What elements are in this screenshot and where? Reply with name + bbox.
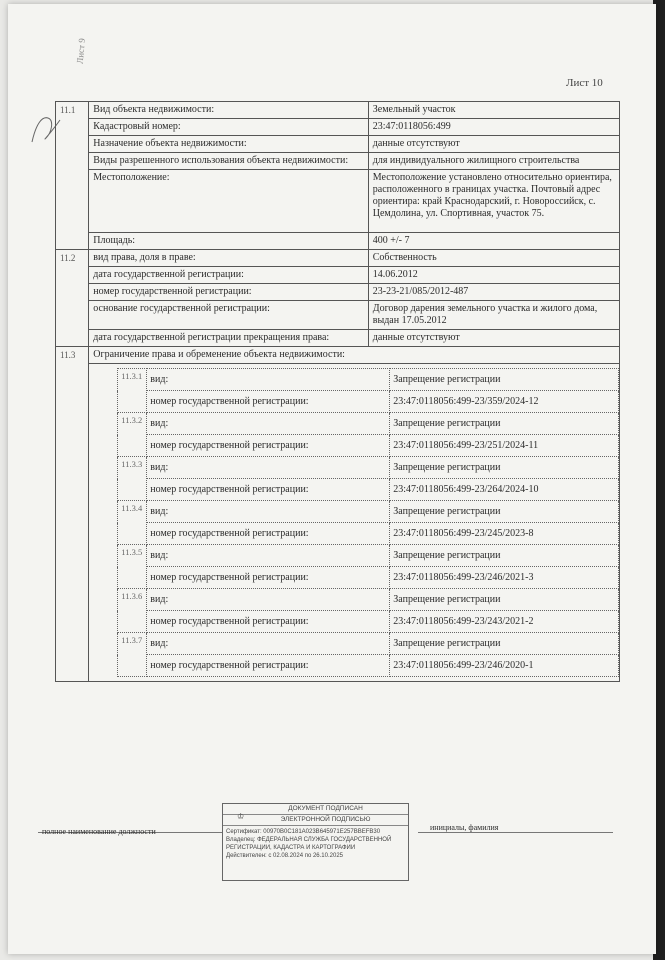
table-row [56, 301, 620, 330]
field-value: 23:47:0118056:499 [368, 119, 619, 136]
kind-value: Запрещение регистрации [390, 633, 619, 655]
table-row [56, 136, 620, 153]
table-row [56, 119, 620, 136]
reg-value: 23:47:0118056:499-23/245/2023-8 [390, 523, 619, 545]
item-number: 11.3.6 [118, 589, 147, 633]
stamp-line1: ДОКУМЕНТ ПОДПИСАН [223, 804, 408, 815]
field-value: 400 +/- 7 [368, 233, 619, 250]
reg-label: номер государственной регистрации: [147, 479, 390, 501]
kind-value: Запрещение регистрации [390, 589, 619, 611]
reg-label: номер государственной регистрации: [147, 655, 390, 677]
e-signature-stamp [222, 803, 409, 881]
record-table [55, 101, 620, 682]
kind-label: вид: [147, 369, 390, 391]
table-row [56, 250, 620, 267]
section-number: 11.1 [56, 102, 89, 250]
field-label: основание государственной регистрации: [89, 301, 368, 330]
item-number: 11.3.5 [118, 545, 147, 589]
stamp-cert: Сертификат: 00970B0C181A023B645971E257BBEFB30 [226, 829, 381, 835]
kind-label: вид: [147, 589, 390, 611]
field-label: номер государственной регистрации: [89, 284, 368, 301]
field-label: Вид объекта недвижимости: [89, 102, 368, 119]
item-number: 11.3.7 [118, 633, 147, 677]
reg-label: номер государственной регистрации: [147, 435, 390, 457]
prev-sheet-label: Лист 9 [74, 37, 87, 65]
list-item [118, 567, 619, 589]
field-label: Назначение объекта недвижимости: [89, 136, 368, 153]
field-value: данные отсутствуют [368, 136, 619, 153]
item-number: 11.3.2 [118, 413, 147, 457]
table-row [56, 330, 620, 347]
list-item [118, 369, 619, 391]
field-value: Земельный участок [368, 102, 619, 119]
reg-value: 23:47:0118056:499-23/359/2024-12 [390, 391, 619, 413]
kind-value: Запрещение регистрации [390, 413, 619, 435]
encumbrance-table [117, 368, 619, 677]
kind-label: вид: [147, 457, 390, 479]
list-item [118, 545, 619, 567]
stamp-owner: Владелец: ФЕДЕРАЛЬНАЯ СЛУЖБА ГОСУДАРСТВЕННОЙ РЕГИСТРАЦИИ, КАДАСТРА И КАРТОГРАФИИ [226, 837, 392, 851]
reg-value: 23:47:0118056:499-23/246/2021-3 [390, 567, 619, 589]
kind-label: вид: [147, 545, 390, 567]
encumbrance-list [89, 364, 620, 682]
table-row [56, 364, 620, 682]
item-number: 11.3.3 [118, 457, 147, 501]
stamp-line2: ЭЛЕКТРОННОЙ ПОДПИСЬЮ [223, 815, 408, 826]
table-row [56, 347, 620, 364]
reg-label: номер государственной регистрации: [147, 611, 390, 633]
kind-label: вид: [147, 633, 390, 655]
kind-value: Запрещение регистрации [390, 369, 619, 391]
kind-value: Запрещение регистрации [390, 501, 619, 523]
field-label: дата государственной регистрации: [89, 267, 368, 284]
list-item [118, 413, 619, 435]
field-value: 23-23-21/085/2012-487 [368, 284, 619, 301]
field-value: Договор дарения земельного участка и жилого дома, выдан 17.05.2012 [368, 301, 619, 330]
field-label: Местоположение: [89, 170, 368, 233]
reg-label: номер государственной регистрации: [147, 567, 390, 589]
kind-label: вид: [147, 413, 390, 435]
item-number: 11.3.1 [118, 369, 147, 413]
list-item [118, 589, 619, 611]
kind-value: Запрещение регистрации [390, 545, 619, 567]
field-value: данные отсутствуют [368, 330, 619, 347]
table-row [56, 153, 620, 170]
table-row [56, 233, 620, 250]
list-item [118, 655, 619, 677]
field-label: дата государственной регистрации прекращения права: [89, 330, 368, 347]
field-label: Кадастровый номер: [89, 119, 368, 136]
list-item [118, 479, 619, 501]
sheet-number: Лист 10 [566, 77, 603, 89]
initials-label: инициалы, фамилия [430, 823, 499, 832]
field-label: Виды разрешенного использования объекта недвижимости: [89, 153, 368, 170]
field-value: для индивидуального жилищного строительства [368, 153, 619, 170]
position-label: полное наименование должности [42, 827, 156, 836]
list-item [118, 633, 619, 655]
reg-value: 23:47:0118056:499-23/243/2021-2 [390, 611, 619, 633]
field-value: Собственность [368, 250, 619, 267]
emblem-icon: ♔ [237, 812, 245, 821]
section-title: Ограничение права и обременение объекта недвижимости: [89, 347, 620, 364]
table-row [56, 267, 620, 284]
section-number: 11.3 [56, 347, 89, 682]
table-row [56, 284, 620, 301]
table-row [56, 102, 620, 119]
kind-value: Запрещение регистрации [390, 457, 619, 479]
reg-value: 23:47:0118056:499-23/264/2024-10 [390, 479, 619, 501]
field-label: Площадь: [89, 233, 368, 250]
list-item [118, 523, 619, 545]
reg-label: номер государственной регистрации: [147, 523, 390, 545]
item-number: 11.3.4 [118, 501, 147, 545]
list-item [118, 435, 619, 457]
list-item [118, 611, 619, 633]
reg-value: 23:47:0118056:499-23/251/2024-11 [390, 435, 619, 457]
kind-label: вид: [147, 501, 390, 523]
field-label: вид права, доля в праве: [89, 250, 368, 267]
list-item [118, 501, 619, 523]
list-item [118, 457, 619, 479]
reg-label: номер государственной регистрации: [147, 391, 390, 413]
stamp-valid: Действителен: с 02.08.2024 по 26.10.2025 [226, 853, 343, 859]
field-value: Местоположение установлено относительно ориентира, расположенного в границах участка. Почтовый адрес ориентира: край Краснодарский, г. Новороссийск, с. Цемдолина, ул. Спортивная, участок 75. [368, 170, 619, 233]
table-row [56, 170, 620, 233]
reg-value: 23:47:0118056:499-23/246/2020-1 [390, 655, 619, 677]
section-number: 11.2 [56, 250, 89, 347]
list-item [118, 391, 619, 413]
field-value: 14.06.2012 [368, 267, 619, 284]
